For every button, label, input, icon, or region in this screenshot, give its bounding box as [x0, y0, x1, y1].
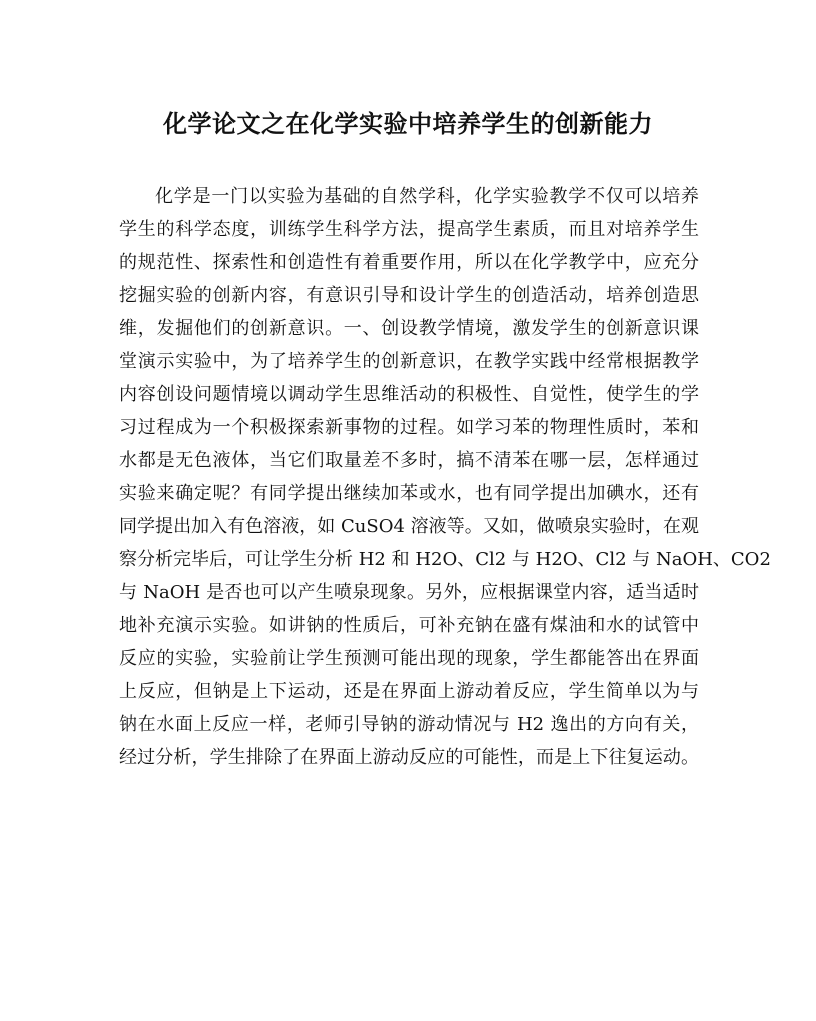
document-body — [119, 180, 771, 774]
document-title: 化学论文之在化学实验中培养学生的创新能力 — [163, 109, 653, 138]
body-line: 地补充演示实验。如讲钠的性质后，可补充钠在盛有煤油和水的试管中 — [119, 615, 699, 636]
body-line: 同学提出加入有色溶液，如 CuSO4 溶液等。又如，做喷泉实验时，在观 — [119, 516, 699, 537]
body-line: 水都是无色液体，当它们取量差不多时，搞不清苯在哪一层，怎样通过 — [119, 450, 699, 471]
body-line: 察分析完毕后，可让学生分析 H2 和 H2O、Cl2 与 H2O、Cl2 与 NaOH、CO2 — [119, 549, 771, 570]
body-line: 钠在水面上反应一样，老师引导钠的游动情况与 H2 逸出的方向有关， — [119, 714, 699, 735]
body-line: 的规范性、探索性和创造性有着重要作用，所以在化学教学中，应充分 — [119, 252, 699, 273]
body-line: 上反应，但钠是上下运动，还是在界面上游动着反应，学生简单以为与 — [119, 681, 699, 702]
body-line: 实验来确定呢？有同学提出继续加苯或水，也有同学提出加碘水，还有 — [119, 483, 699, 504]
body-line: 内容创设问题情境以调动学生思维活动的积极性、自觉性，使学生的学 — [119, 384, 699, 405]
body-line: 维，发掘他们的创新意识。一、创设教学情境，激发学生的创新意识课 — [119, 318, 699, 339]
body-line: 经过分析，学生排除了在界面上游动反应的可能性，而是上下往复运动。 — [119, 747, 699, 768]
body-line: 化学是一门以实验为基础的自然学科，化学实验教学不仅可以培养 — [155, 186, 699, 207]
body-line: 与 NaOH 是否也可以产生喷泉现象。另外，应根据课堂内容，适当适时 — [119, 582, 699, 603]
body-line: 习过程成为一个积极探索新事物的过程。如学习苯的物理性质时，苯和 — [119, 417, 699, 438]
body-line: 学生的科学态度，训练学生科学方法，提高学生素质，而且对培养学生 — [119, 219, 699, 240]
body-line: 挖掘实验的创新内容，有意识引导和设计学生的创造活动，培养创造思 — [119, 285, 699, 306]
body-line: 反应的实验，实验前让学生预测可能出现的现象，学生都能答出在界面 — [119, 648, 699, 669]
body-line: 堂演示实验中，为了培养学生的创新意识，在教学实践中经常根据教学 — [119, 351, 699, 372]
